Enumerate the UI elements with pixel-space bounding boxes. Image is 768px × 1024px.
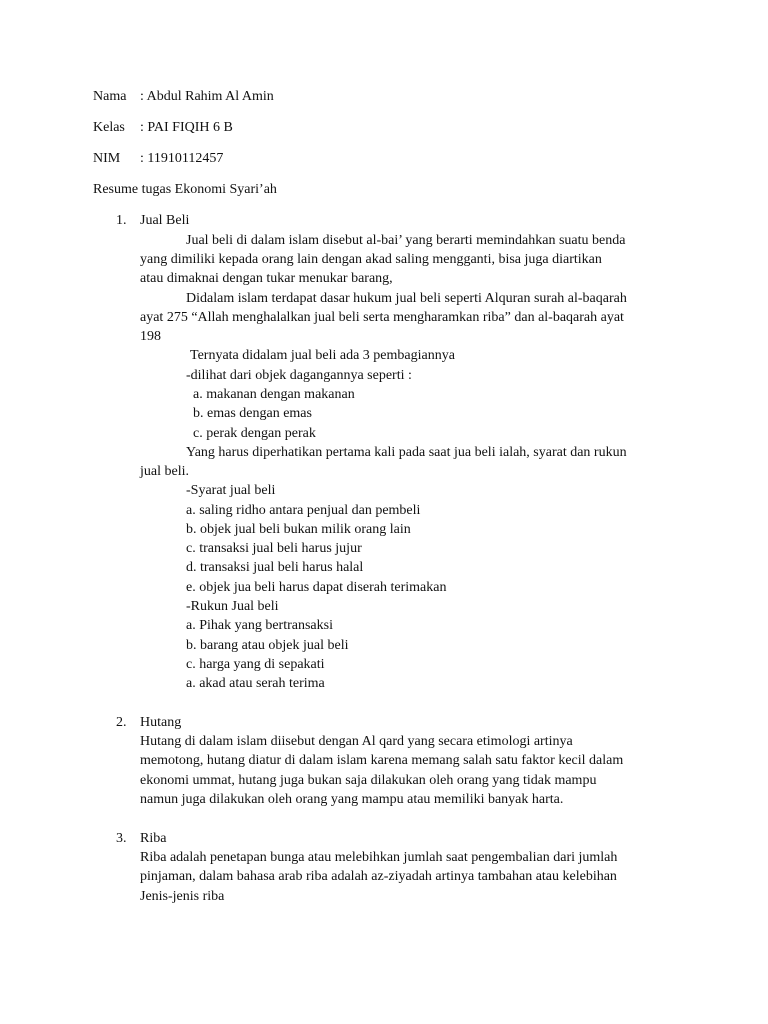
- paragraph-line: Jenis-jenis riba: [140, 889, 225, 904]
- list-item: b. emas dengan emas: [193, 406, 312, 421]
- document-title: Resume tugas Ekonomi Syari’ah: [93, 182, 277, 197]
- paragraph-line: ayat 275 “Allah menghalalkan jual beli serta mengharamkan riba” dan al-baqarah ayat: [140, 310, 624, 325]
- paragraph-line: Yang harus diperhatikan pertama kali pada saat jua beli ialah, syarat dan rukun: [186, 445, 627, 460]
- name-value: : Abdul Rahim Al Amin: [140, 89, 274, 104]
- paragraph-line: memotong, hutang diatur di dalam islam karena memang salah satu faktor kecil dalam: [140, 753, 624, 768]
- list-item: b. objek jual beli bukan milik orang lain: [186, 522, 411, 537]
- class-label: Kelas: [93, 120, 125, 135]
- list-item: c. transaksi jual beli harus jujur: [186, 541, 362, 556]
- list-item: e. objek jua beli harus dapat diserah terimakan: [186, 580, 447, 595]
- list-heading: -Syarat jual beli: [186, 483, 276, 498]
- section-number: 2.: [116, 715, 127, 730]
- class-value: : PAI FIQIH 6 B: [140, 120, 233, 135]
- paragraph-line: atau dimaknai dengan tukar menukar barang,: [140, 271, 393, 286]
- paragraph-line: pinjaman, dalam bahasa arab riba adalah az-ziyadah artinya tambahan atau kelebihan: [140, 869, 617, 884]
- section-title-jual-beli: Jual Beli: [140, 213, 190, 228]
- paragraph-line: Jual beli di dalam islam disebut al-bai’ yang berarti memindahkan suatu benda: [186, 233, 626, 248]
- paragraph-line: Ternyata didalam jual beli ada 3 pembagiannya: [190, 348, 455, 363]
- list-item: c. harga yang di sepakati: [186, 657, 325, 672]
- list-item: a. Pihak yang bertransaksi: [186, 618, 333, 633]
- paragraph-line: jual beli.: [140, 464, 189, 479]
- section-title-hutang: Hutang: [140, 715, 182, 730]
- section-title-riba: Riba: [140, 831, 167, 846]
- section-number: 3.: [116, 831, 127, 846]
- list-item: b. barang atau objek jual beli: [186, 638, 349, 653]
- list-item: a. akad atau serah terima: [186, 676, 325, 691]
- name-label: Nama: [93, 89, 127, 104]
- nim-value: : 11910112457: [140, 151, 224, 166]
- list-heading: -Rukun Jual beli: [186, 599, 279, 614]
- paragraph-line: yang dimiliki kepada orang lain dengan akad saling mengganti, bisa juga diartikan: [140, 252, 602, 267]
- list-item: c. perak dengan perak: [193, 426, 316, 441]
- list-item: d. transaksi jual beli harus halal: [186, 560, 364, 575]
- paragraph-line: namun juga dilakukan oleh orang yang mampu atau memiliki banyak harta.: [140, 792, 564, 807]
- list-heading: -dilihat dari objek dagangannya seperti :: [186, 368, 412, 383]
- paragraph-line: Hutang di dalam islam diisebut dengan Al qard yang secara etimologi artinya: [140, 734, 573, 749]
- paragraph-line: Didalam islam terdapat dasar hukum jual beli seperti Alquran surah al-baqarah: [186, 291, 627, 306]
- paragraph-line: 198: [140, 329, 161, 344]
- nim-label: NIM: [93, 151, 121, 166]
- list-item: a. saling ridho antara penjual dan pembeli: [186, 503, 421, 518]
- section-number: 1.: [116, 213, 127, 228]
- paragraph-line: ekonomi ummat, hutang juga bukan saja dilakukan oleh orang yang tidak mampu: [140, 773, 597, 788]
- paragraph-line: Riba adalah penetapan bunga atau melebihkan jumlah saat pengembalian dari jumlah: [140, 850, 618, 865]
- list-item: a. makanan dengan makanan: [193, 387, 355, 402]
